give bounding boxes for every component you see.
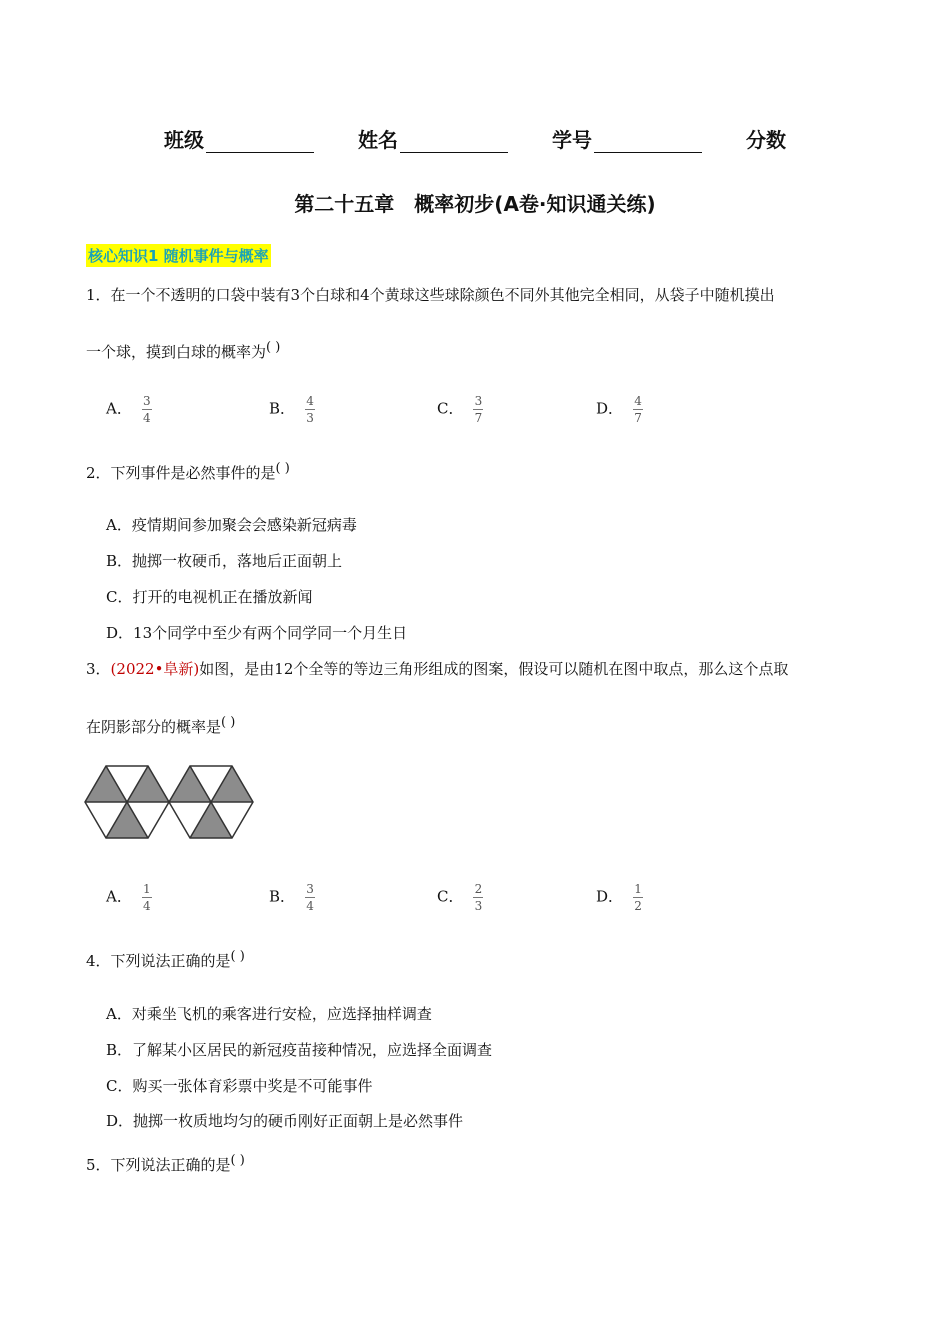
shaded-triangle	[169, 766, 211, 802]
q3-answer-paren[interactable]: ( )	[221, 715, 236, 730]
fraction: $\frac{4}{7}$	[634, 394, 642, 425]
q1-option-c[interactable]	[437, 394, 483, 425]
q1-option-d[interactable]	[596, 394, 643, 425]
q5-stem-line	[86, 1150, 245, 1176]
shaded-triangle	[190, 802, 232, 838]
fraction: $\frac{3}{4}$	[306, 882, 314, 913]
shaded-triangle	[85, 766, 127, 802]
q4-option-c[interactable]: C．购买一张体育彩票中奖是不可能事件	[106, 1077, 373, 1095]
q1-line1: 1．在一个不透明的口袋中装有3个白球和4个黄球这些球除颜色不同外其他完全相同，从袋子中随机摸出	[86, 286, 775, 304]
q3-option-a[interactable]	[106, 882, 152, 913]
q4-option-b[interactable]: B．了解某小区居民的新冠疫苗接种情况，应选择全面调查	[106, 1041, 493, 1059]
q1-line2	[86, 337, 280, 363]
option-label: C．	[437, 887, 464, 906]
fraction: $\frac{2}{3}$	[474, 882, 483, 913]
q2-option-d[interactable]: D．13个同学中至少有两个同学同一个月生日	[106, 624, 408, 642]
fraction: $\frac{3}{4}$	[143, 394, 151, 425]
q4-answer-paren[interactable]: ( )	[230, 949, 245, 964]
q4-stem: 4．下列说法正确的是	[86, 952, 231, 970]
q1-option-a[interactable]	[106, 394, 152, 425]
q2-option-c[interactable]: C．打开的电视机正在播放新闻	[106, 588, 313, 606]
fraction: $\frac{4}{3}$	[306, 394, 314, 425]
option-label: A．	[106, 399, 132, 418]
triangle-pattern-figure	[84, 764, 256, 840]
fraction: $\frac{1}{4}$	[143, 882, 151, 913]
q3-stem: 如图，是由12个全等的等边三角形组成的图案，假设可以随机在图中取点，那么这个点取	[199, 660, 789, 678]
q2-option-b[interactable]: B．抛掷一枚硬币，落地后正面朝上	[106, 552, 343, 570]
q4-option-d[interactable]: D．抛掷一枚质地均匀的硬币刚好正面朝上是必然事件	[106, 1112, 464, 1130]
q3-line1	[86, 658, 788, 680]
q2-stem-line	[86, 458, 290, 484]
q3-option-b[interactable]	[269, 882, 315, 913]
name-field	[358, 124, 508, 153]
option-label: C．	[437, 399, 464, 418]
score-field	[746, 124, 786, 153]
q4-option-a[interactable]: A．对乘坐飞机的乘客进行安检，应选择抽样调查	[106, 1005, 432, 1023]
fraction: $\frac{1}{2}$	[634, 882, 642, 913]
shaded-triangle	[211, 766, 253, 802]
student-info-header	[0, 124, 950, 153]
q3-option-c[interactable]	[437, 882, 483, 913]
id-field	[552, 124, 702, 153]
class-field	[164, 124, 314, 153]
shaded-triangle	[106, 802, 148, 838]
q3-number: 3．	[86, 660, 111, 678]
q3-line2	[86, 712, 235, 738]
q3-stem-end: 在阴影部分的概率是	[86, 718, 222, 736]
q1-option-b[interactable]	[269, 394, 315, 425]
q5-stem: 5．下列说法正确的是	[86, 1156, 231, 1174]
class-blank[interactable]	[206, 130, 314, 153]
option-label: A．	[106, 887, 132, 906]
q1-stem: 一个球，摸到白球的概率为	[86, 343, 267, 361]
q2-answer-paren[interactable]: ( )	[275, 461, 290, 476]
id-label: 学号	[552, 128, 592, 152]
name-blank[interactable]	[400, 130, 508, 153]
id-blank[interactable]	[594, 130, 702, 153]
q2-option-a[interactable]: A．疫情期间参加聚会会感染新冠病毒	[106, 516, 357, 534]
q5-answer-paren[interactable]: ( )	[230, 1153, 245, 1168]
page-title: 第二十五章 概率初步(A卷·知识通关练)	[294, 192, 656, 216]
q4-stem-line	[86, 946, 245, 972]
shaded-triangle	[127, 766, 169, 802]
q3-source-tag: (2022•阜新)	[110, 660, 200, 678]
name-label: 姓名	[358, 128, 398, 152]
option-label: B．	[269, 399, 296, 418]
option-label: D．	[596, 399, 624, 418]
fraction: $\frac{3}{7}$	[474, 394, 483, 425]
q3-option-d[interactable]	[596, 882, 643, 913]
q2-stem: 2．下列事件是必然事件的是	[86, 464, 276, 482]
option-label: D．	[596, 887, 624, 906]
class-label: 班级	[164, 128, 204, 152]
score-label: 分数	[746, 128, 786, 152]
section-heading: 核心知识1 随机事件与概率	[86, 244, 271, 267]
option-label: B．	[269, 887, 296, 906]
q1-answer-paren[interactable]: ( )	[266, 340, 281, 355]
